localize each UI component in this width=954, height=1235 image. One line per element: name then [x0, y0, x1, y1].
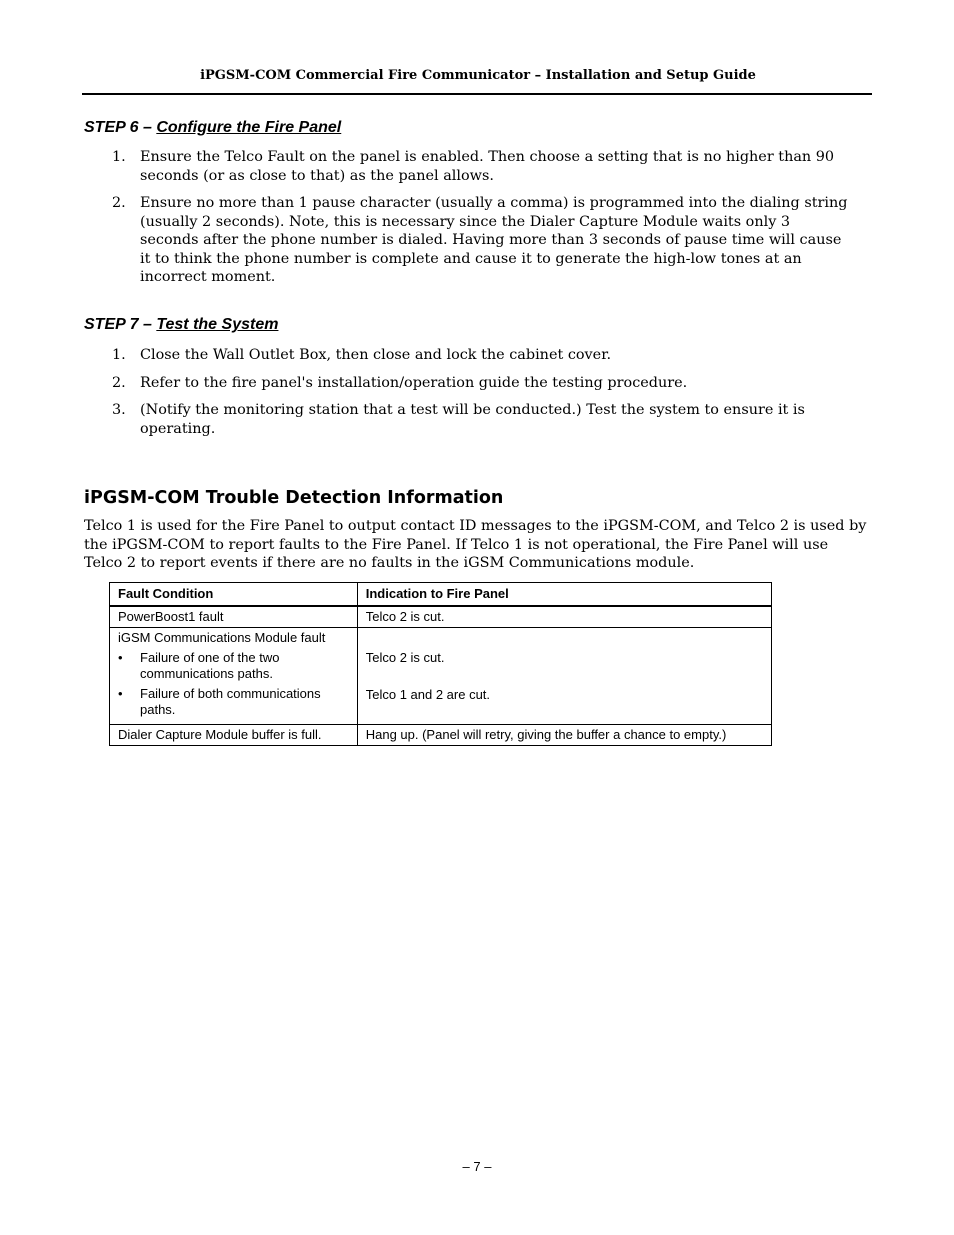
sub-bullet-item [118, 650, 349, 682]
step-7-item [110, 374, 850, 393]
list-item-text: Close the Wall Outlet Box, then close and lock the cabinet cover. [140, 347, 612, 363]
step-7-item [110, 346, 850, 365]
indication-text: Telco 2 is cut. [365, 650, 445, 665]
list-number: 3. [112, 402, 126, 418]
list-number: 1. [112, 347, 126, 363]
step-6-prefix: STEP 6 – [84, 119, 157, 136]
indication-text: Telco 1 and 2 are cut. [365, 687, 491, 702]
step-6-list [110, 148, 850, 296]
sub-bullet-item [118, 686, 349, 718]
running-header: iPGSM-COM Commercial Fire Communicator – Installation and Setup Guide [200, 68, 756, 83]
sub-bullet-list [118, 650, 349, 718]
step-7-title: Test the System [156, 316, 279, 333]
step-7-prefix: STEP 7 – [84, 316, 157, 333]
step-7-item [110, 401, 850, 438]
list-item-text: Refer to the fire panel's installation/operation guide the testing procedure. [140, 374, 688, 391]
list-item-text: (Notify the monitoring station that a test will be conducted.) Test the system to ensure it is operating. [140, 402, 805, 437]
sub-bullet-text: Failure of both communications paths. [140, 686, 321, 717]
table-header-row [110, 583, 772, 607]
fault-table [109, 582, 772, 746]
table-row [110, 606, 772, 628]
header-rule [82, 93, 872, 95]
section-title: iPGSM-COM Trouble Detection Information [84, 488, 504, 508]
fault-condition-cell: PowerBoost1 fault [110, 606, 358, 628]
page-number: – 7 – [462, 1159, 492, 1174]
fault-condition-cell [110, 628, 358, 725]
column-header-fault-condition: Fault Condition [110, 583, 358, 607]
column-header-indication: Indication to Fire Panel [357, 583, 771, 607]
list-item-text: Ensure no more than 1 pause character (usually a comma) is programmed into the dialing string (usually 2 seconds). Note, this is necessary since the Dialer Capture Module waits only 3 seconds after the phone number is dialed. Having more than 3 seconds of pause time will cause it to think the phone number is complete and cause it to generate the high-low tones at an incorrect moment. [140, 195, 848, 285]
list-item-text: Ensure the Telco Fault on the panel is enabled. Then choose a setting that is no higher than 90 seconds (or as close to that) as the panel allows. [140, 149, 835, 184]
step-6-title: Configure the Fire Panel [156, 119, 342, 136]
step-7-list [110, 346, 850, 447]
indication-cell [357, 628, 771, 725]
table-row [110, 725, 772, 746]
table-row [110, 628, 772, 725]
intro-paragraph: Telco 1 is used for the Fire Panel to output contact ID messages to the iPGSM-COM, and Telco 2 is used by the iPGSM-COM to report faults to the Fire Panel. If Telco 1 is not operational, the Fire Panel will use Telco 2 to report events if there are no faults in the iGSM Communications module. [84, 518, 867, 571]
list-number: 2. [112, 374, 126, 391]
bullet-icon: • [118, 650, 123, 665]
bullet-icon: • [118, 686, 123, 701]
list-number: 1. [112, 149, 126, 165]
step-6-heading [84, 119, 341, 137]
indication-cell: Hang up. (Panel will retry, giving the buffer a chance to empty.) [357, 725, 771, 746]
fault-condition-text: iGSM Communications Module fault [118, 630, 326, 645]
step-6-item [110, 194, 850, 287]
sub-bullet-text: Failure of one of the two communications paths. [140, 650, 280, 681]
step-7-heading [84, 316, 278, 334]
fault-condition-cell: Dialer Capture Module buffer is full. [110, 725, 358, 746]
step-6-item [110, 148, 850, 185]
list-number: 2. [112, 195, 126, 211]
indication-cell: Telco 2 is cut. [357, 606, 771, 628]
